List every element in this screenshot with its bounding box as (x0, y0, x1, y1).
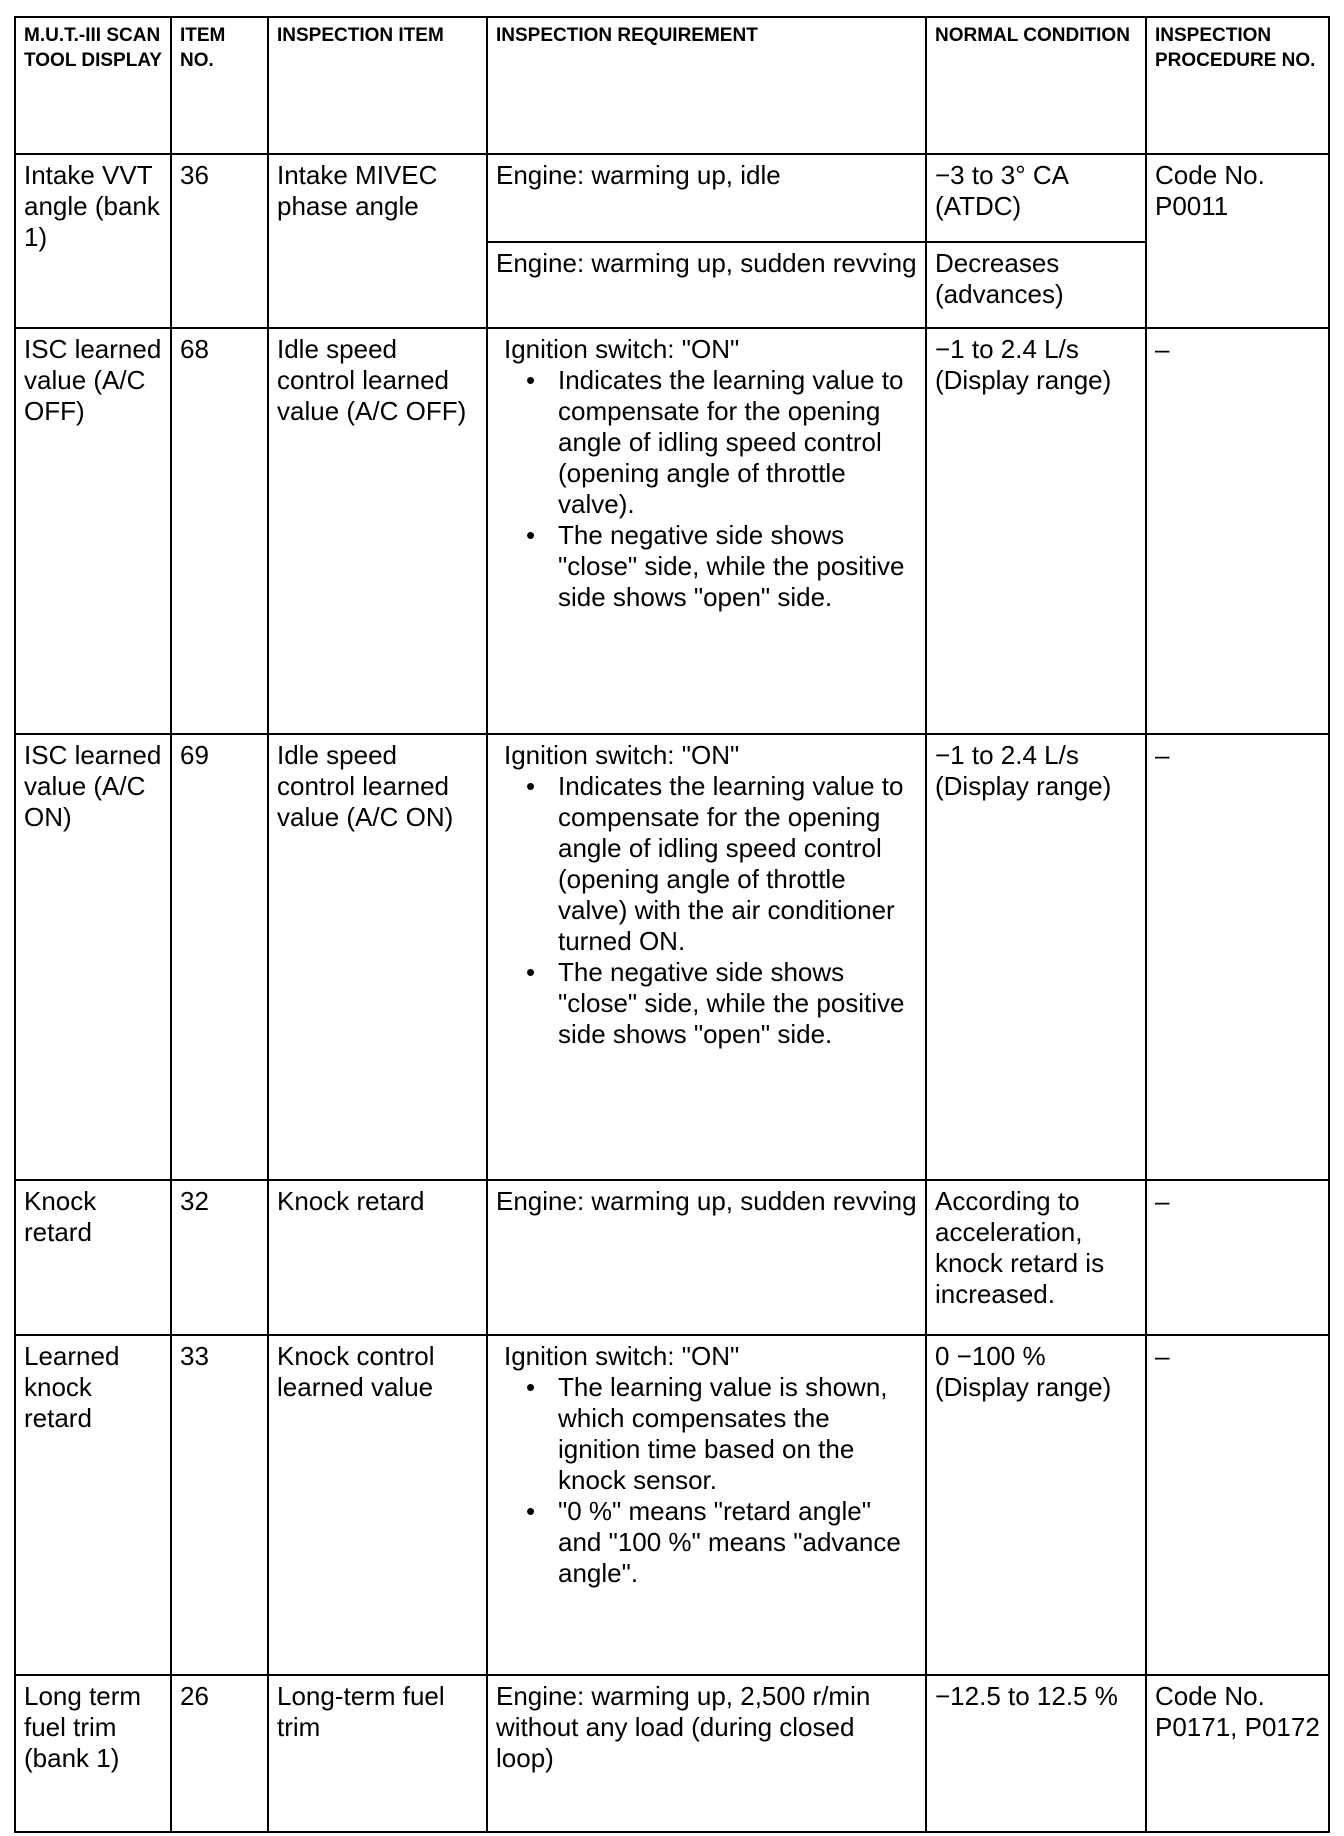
cell-procedure-no: – (1146, 1335, 1329, 1675)
cell-display: Learned knock retard (15, 1335, 171, 1675)
bullet-item: • The negative side shows "close" side, while the positive side shows "open" side. (526, 957, 917, 1050)
inspection-table (14, 16, 1330, 1833)
cell-display: Intake VVT angle (bank 1) (15, 154, 171, 328)
cell-inspection-item: Idle speed control learned value (A/C ON) (268, 734, 487, 1180)
cell-display: ISC learned value (A/C ON) (15, 734, 171, 1180)
cell-normal-condition: −1 to 2.4 L/s (Display range) (926, 328, 1146, 734)
cell-display: Long term fuel trim (bank 1) (15, 1675, 171, 1832)
cell-requirement: Engine: warming up, sudden revving (487, 242, 926, 328)
cell-requirement: Engine: warming up, sudden revving (487, 1180, 926, 1335)
bullet-item: • Indicates the learning value to compensate for the opening angle of idling speed control (opening angle of throttle valve). (526, 365, 917, 520)
cell-display: ISC learned value (A/C OFF) (15, 328, 171, 734)
header-item-no: ITEM NO. (171, 17, 268, 154)
bullet-item: • The negative side shows "close" side, while the positive side shows "open" side. (526, 520, 917, 613)
table-row (15, 328, 1329, 734)
cell-inspection-item: Knock control learned value (268, 1335, 487, 1675)
cell-item-no: 68 (171, 328, 268, 734)
requirement-lead: Ignition switch: "ON" (504, 1341, 740, 1371)
cell-item-no: 32 (171, 1180, 268, 1335)
cell-inspection-item: Knock retard (268, 1180, 487, 1335)
cell-normal-condition: −1 to 2.4 L/s (Display range) (926, 734, 1146, 1180)
cell-normal-condition: 0 −100 % (Display range) (926, 1335, 1146, 1675)
header-row (15, 17, 1329, 154)
requirement-bullets (496, 1372, 917, 1589)
cell-requirement (487, 734, 926, 1180)
cell-normal-condition: −3 to 3° CA (ATDC) (926, 154, 1146, 242)
cell-procedure-no: – (1146, 328, 1329, 734)
requirement-lead: Ignition switch: "ON" (504, 334, 740, 364)
bullet-item: • The learning value is shown, which compensates the ignition time based on the knock sensor. (526, 1372, 917, 1496)
cell-display: Knock retard (15, 1180, 171, 1335)
table-row (15, 1335, 1329, 1675)
requirement-bullets (496, 771, 917, 1050)
header-procedure-no: INSPECTION PROCEDURE NO. (1146, 17, 1329, 154)
cell-requirement (487, 1335, 926, 1675)
table-row (15, 734, 1329, 1180)
cell-normal-condition: Decreases (advances) (926, 242, 1146, 328)
cell-procedure-no: – (1146, 734, 1329, 1180)
cell-requirement: Engine: warming up, idle (487, 154, 926, 242)
table-row (15, 1675, 1329, 1832)
header-inspection-item: INSPECTION ITEM (268, 17, 487, 154)
cell-procedure-no: – (1146, 1180, 1329, 1335)
cell-inspection-item: Intake MIVEC phase angle (268, 154, 487, 328)
cell-item-no: 36 (171, 154, 268, 328)
table-row (15, 1180, 1329, 1335)
cell-inspection-item: Long-term fuel trim (268, 1675, 487, 1832)
header-normal-condition: NORMAL CONDITION (926, 17, 1146, 154)
cell-requirement (487, 328, 926, 734)
cell-inspection-item: Idle speed control learned value (A/C OFF) (268, 328, 487, 734)
header-display: M.U.T.-III SCAN TOOL DISPLAY (15, 17, 171, 154)
table-row (15, 154, 1329, 242)
bullet-item: • "0 %" means "retard angle" and "100 %" means "advance angle". (526, 1496, 917, 1589)
header-requirement: INSPECTION REQUIREMENT (487, 17, 926, 154)
cell-procedure-no: Code No. P0011 (1146, 154, 1329, 328)
cell-procedure-no: Code No. P0171, P0172 (1146, 1675, 1329, 1832)
bullet-item: • Indicates the learning value to compensate for the opening angle of idling speed control (opening angle of throttle valve) with the air conditioner turned ON. (526, 771, 917, 957)
cell-normal-condition: According to acceleration, knock retard is increased. (926, 1180, 1146, 1335)
cell-normal-condition: −12.5 to 12.5 % (926, 1675, 1146, 1832)
requirement-lead: Ignition switch: "ON" (504, 740, 740, 770)
cell-item-no: 33 (171, 1335, 268, 1675)
cell-item-no: 26 (171, 1675, 268, 1832)
cell-requirement: Engine: warming up, 2,500 r/min without any load (during closed loop) (487, 1675, 926, 1832)
cell-item-no: 69 (171, 734, 268, 1180)
requirement-bullets (496, 365, 917, 613)
